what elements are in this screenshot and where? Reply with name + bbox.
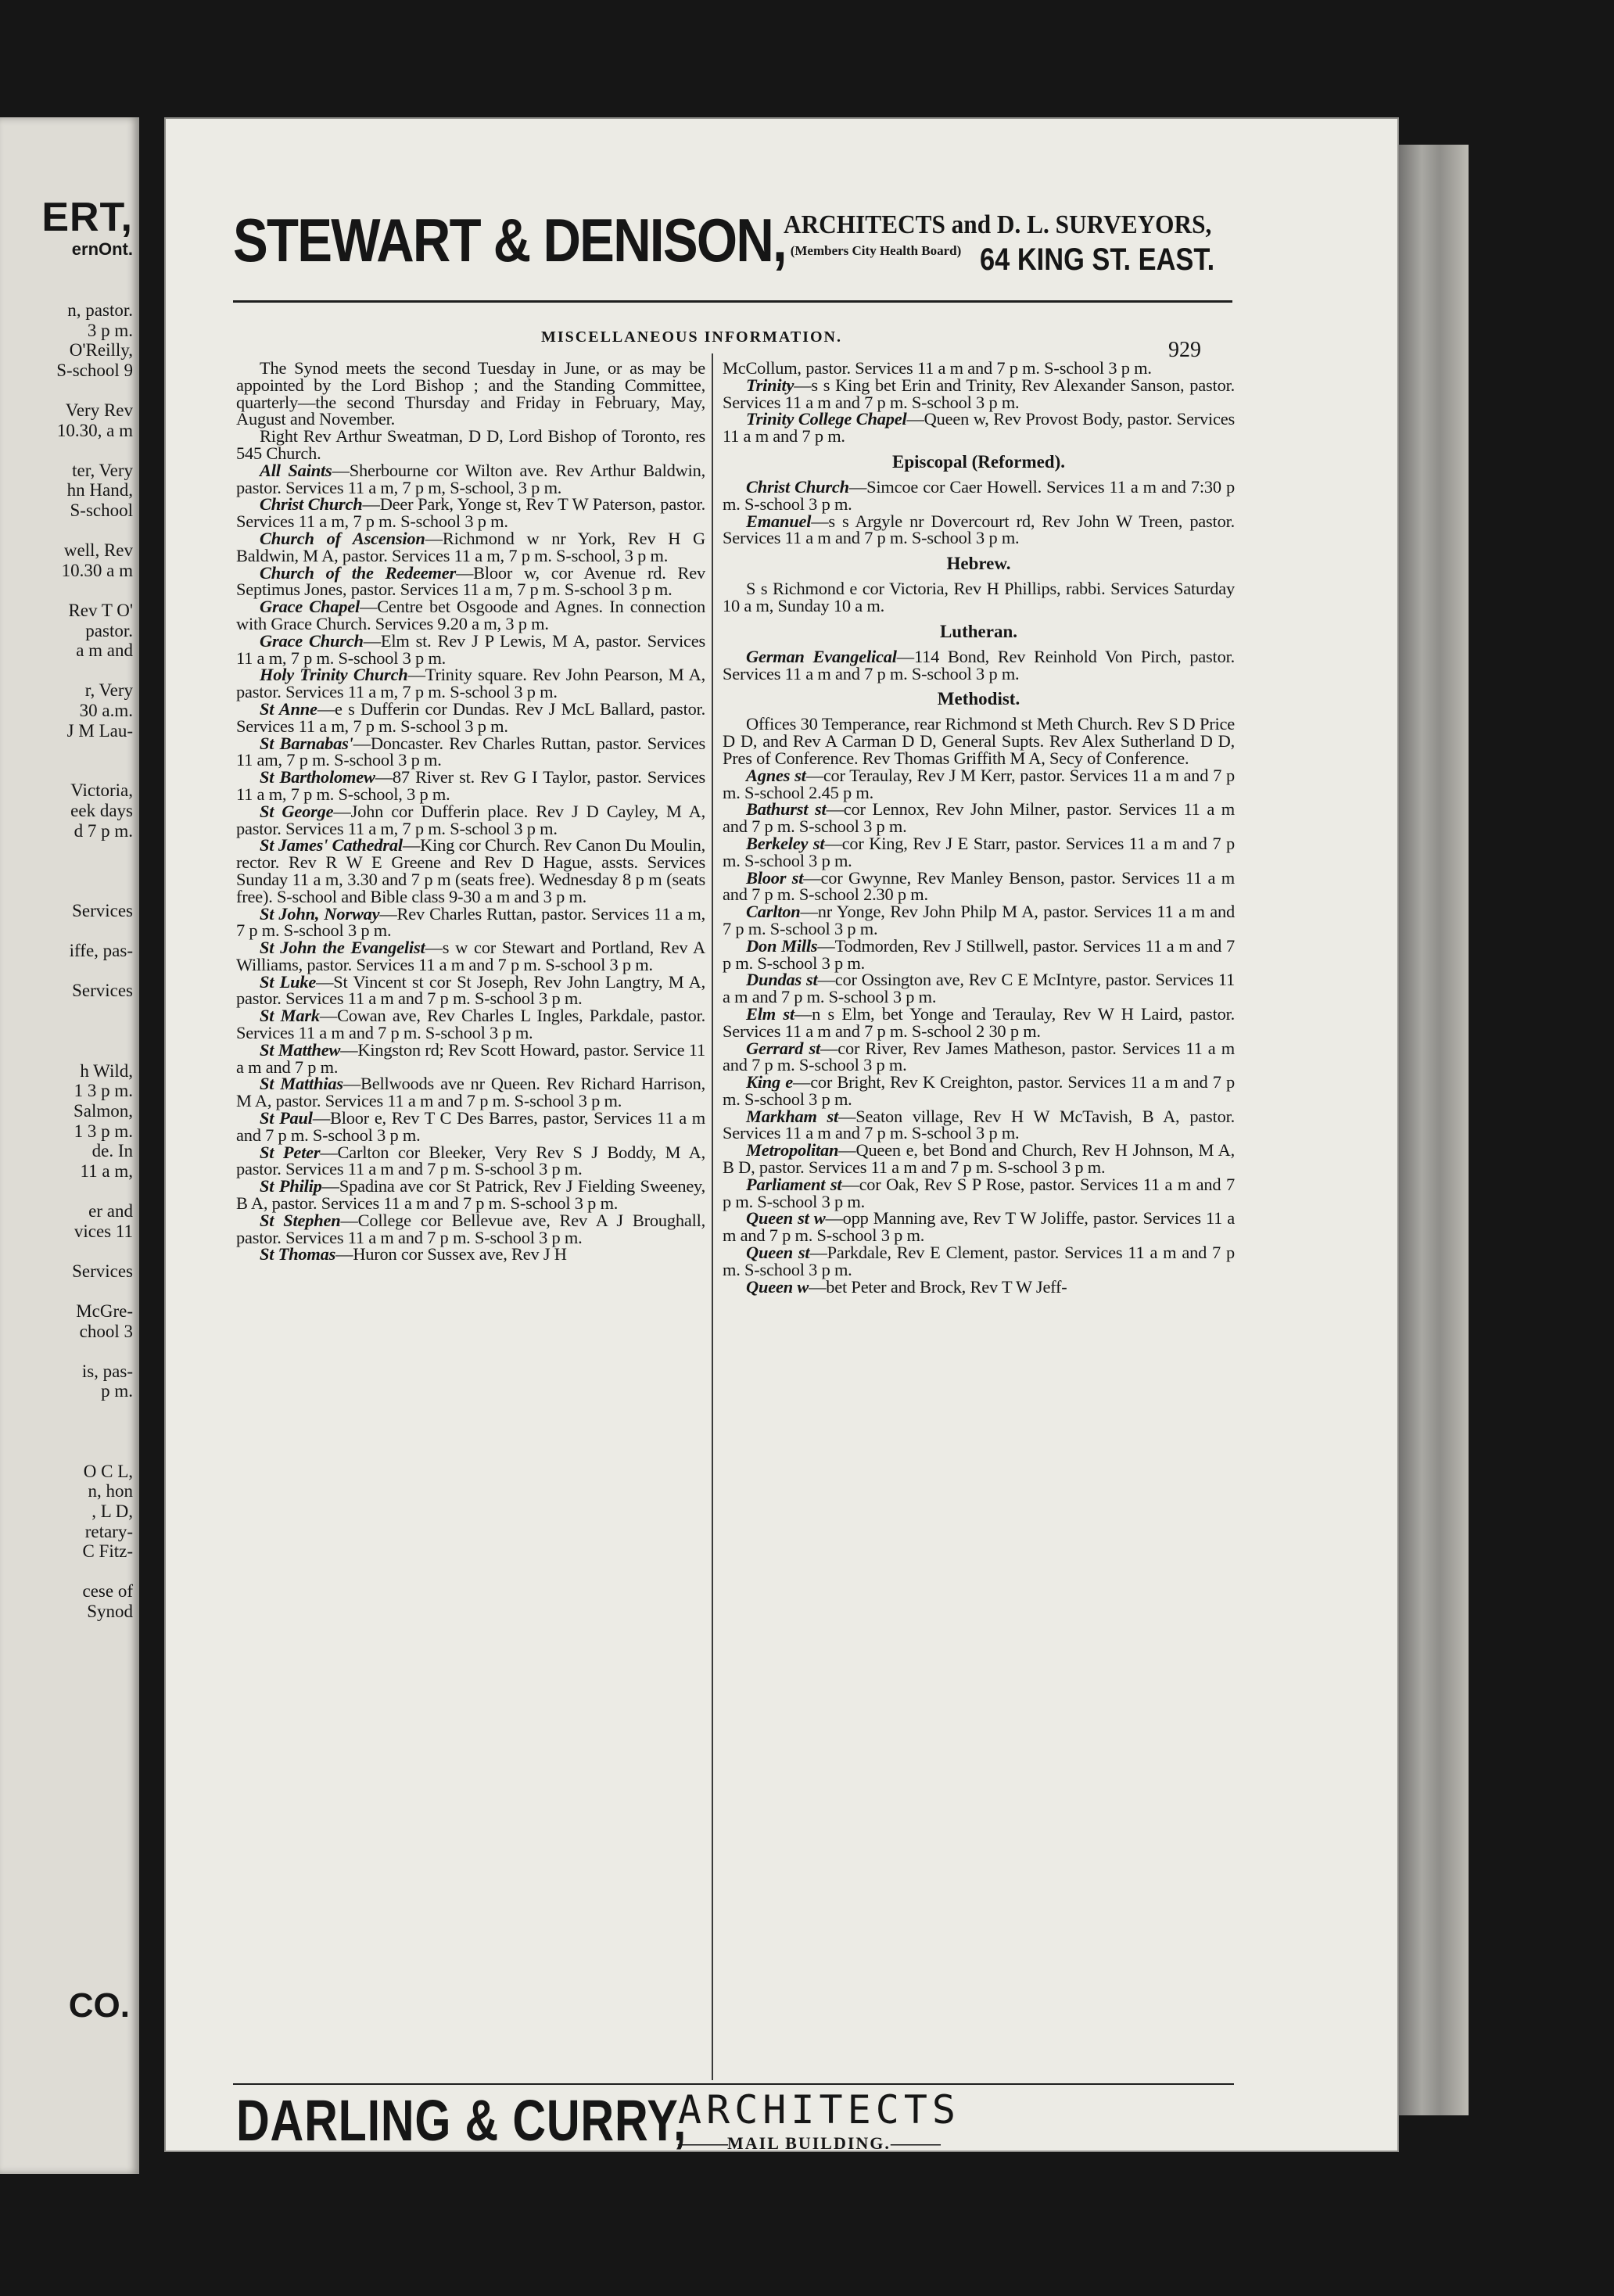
church-name: St Stephen	[260, 1210, 341, 1230]
directory-entry	[723, 411, 1235, 445]
church-name: Dundas st	[746, 970, 818, 990]
directory-entry	[723, 360, 1235, 377]
church-name: Grace Church	[260, 630, 364, 651]
directory-entry	[236, 530, 705, 565]
church-name: Christ Church	[746, 476, 849, 497]
entry-details: —Centre bet Osgoode and Agnes. In connection with Grace Church. Services 9.20 a m, 3 p m.	[236, 597, 705, 633]
facing-page-line: S-school	[70, 500, 133, 520]
directory-entry	[236, 1212, 705, 1247]
entry-details: —Richmond w nr York, Rev H G Baldwin, M A, pastor. Services 11 a m, 7 p m. S-school, 3 p m.	[236, 528, 706, 565]
entry-details: —College cor Bellevue ave, Rev A J Broughall, pastor. Services 11 a m and 7 p m. S-school 3 p m.	[236, 1210, 706, 1247]
church-name: Grace Chapel	[260, 597, 360, 617]
church-name: Church of the Redeemer	[260, 562, 456, 583]
facing-page-fragment	[0, 117, 139, 2174]
directory-entry	[723, 1176, 1235, 1211]
entry-details: —n s Elm, bet Yonge and Teraulay, Rev W H Laird, pastor. Services 11 a m and 7 p m. S-school 2 30 p m.	[723, 1003, 1235, 1041]
facing-page-line: 10.30 a m	[61, 560, 133, 580]
directory-entry	[723, 377, 1235, 411]
entry-details: —Kingston rd; Rev Scott Howard, pastor. Service 11 a m and 7 p m.	[236, 1039, 705, 1077]
entry-details: —cor Lennox, Rev John Milner, pastor. Services 11 a m and 7 p m. S-school 3 p m.	[723, 799, 1235, 837]
directory-entry	[723, 935, 1235, 973]
left-column	[236, 360, 705, 1263]
decorative-dash: ———	[678, 2133, 727, 2153]
directory-entry	[723, 867, 1235, 905]
entry-details: McCollum, pastor. Services 11 a m and 7 p m. S-school 3 p m.	[723, 358, 1152, 378]
church-name: Queen w	[746, 1276, 809, 1297]
church-name: Queen st w	[746, 1208, 826, 1229]
church-name: Don Mills	[746, 935, 818, 956]
church-name: St James' Cathedral	[260, 835, 403, 856]
directory-entry	[723, 476, 1236, 514]
directory-entry	[236, 630, 705, 668]
entry-details: —s w cor Stewart and Portland, Rev A Williams, pastor. Services 11 a m and 7 p m. S-school 3 p m.	[236, 938, 706, 974]
facing-page-line: retary-	[84, 1521, 133, 1541]
directory-entry	[236, 1144, 705, 1178]
facing-page-line: 10.30, a m	[56, 420, 133, 440]
directory-entry	[236, 428, 705, 462]
church-name: Metropolitan	[746, 1140, 839, 1161]
entry-details: —s s Argyle nr Dovercourt rd, Rev John W Treen, pastor. Services 11 a m and 7 p m. S-school 3 p m.	[723, 511, 1235, 548]
facing-page-line: 1 3 p m.	[74, 1121, 133, 1141]
advertiser-profession: ARCHITECTS	[678, 2087, 961, 2133]
entry-details: —Seaton village, Rev H W McTavish, B A, pastor. Services 11 a m and 7 p m. S-school 3 p m.	[723, 1106, 1235, 1143]
entry-details: —Bloor w, cor Avenue rd. Rev Septimus Jones, pastor. Services 11 a m, 7 p m. S-school 3 p m.	[236, 562, 705, 600]
directory-entry	[723, 513, 1235, 547]
decorative-dash: ———	[890, 2133, 940, 2153]
top-advertisement	[233, 205, 1406, 295]
church-name: King e	[746, 1072, 793, 1092]
church-name: Emanuel	[746, 511, 812, 531]
entry-details: —nr Yonge, Rev John Philp M A, pastor. Services 11 a m and 7 p m. S-school 3 p m.	[723, 902, 1235, 938]
directory-entry	[236, 1075, 705, 1110]
advertiser-building: MAIL BUILDING.	[727, 2133, 891, 2153]
directory-entry	[236, 698, 705, 736]
church-name: Carlton	[746, 902, 801, 922]
church-name: St Philip	[260, 1176, 322, 1196]
directory-entry	[723, 580, 1235, 615]
church-name: Markham st	[746, 1106, 839, 1126]
directory-entry	[236, 971, 705, 1009]
directory-entry	[723, 1244, 1235, 1279]
section-heading: Methodist.	[937, 689, 1020, 709]
directory-entry	[236, 598, 705, 633]
facing-page-line: Synod	[87, 1602, 133, 1621]
entry-details: —bet Peter and Brock, Rev T W Jeff-	[809, 1276, 1067, 1297]
directory-entry	[236, 1246, 705, 1263]
facing-page-line: vices 11	[74, 1221, 133, 1241]
facing-page-line: iffe, pas-	[69, 941, 133, 961]
directory-entry	[723, 1074, 1235, 1108]
advertiser-name: STEWART & DENISON,	[233, 206, 786, 274]
church-name: St Barnabas'	[260, 733, 353, 753]
directory-entry	[236, 462, 705, 497]
facing-page-line: C Fitz-	[82, 1541, 133, 1562]
directory-entry	[723, 648, 1235, 683]
church-name: Holy Trinity Church	[260, 665, 408, 685]
entry-details: —cor Gwynne, Rev Manley Benson, pastor. Services 11 a m and 7 p m. S-school 2.30 p m.	[723, 867, 1235, 905]
church-name: St John, Norway	[260, 903, 380, 924]
bottom-advertisement	[236, 2087, 1253, 2164]
directory-entry	[723, 1276, 1235, 1297]
entry-details: —e s Dufferin cor Dundas. Rev J McL Ballard, pastor. Services 11 a m, 7 p m. S-school 3 p m.	[236, 698, 705, 736]
entry-details: —Huron cor Sussex ave, Rev J H	[335, 1244, 567, 1265]
entry-details: —King cor Church. Rev Canon Du Moulin, rector. Rev R W E Greene and Rev D Hague, assts. Services Sunday 11 a m, 3.30 and 7 p m (seats free). Wednesday 8 p m (seats free). S-school and Bible class 9-30 a m and 3 p m.	[236, 835, 705, 906]
facing-page-line: Services	[72, 901, 133, 920]
directory-entry	[723, 801, 1235, 835]
directory-entry	[236, 562, 705, 600]
entry-details: —87 River st. Rev G I Taylor, pastor. Services 11 a m, 7 p m. S-school, 3 p m.	[236, 767, 705, 804]
facing-header-line: ernOnt.	[71, 239, 133, 259]
entry-details: —Deer Park, Yonge st, Rev T W Paterson, pastor. Services 11 a m, 7 p m. S-school 3 p m.	[236, 494, 705, 532]
directory-entry	[723, 903, 1235, 938]
entry-details: —cor King, Rev J E Starr, pastor. Services 11 a m and 7 p m. S-school 3 p m.	[723, 833, 1235, 870]
church-name: St Paul	[260, 1108, 313, 1128]
entry-details: —Spadina ave cor St Patrick, Rev J Fielding Sweeney, B A, pastor. Services 11 a m and 7 p m. S-school 3 p m.	[236, 1176, 705, 1214]
church-name: St Thomas	[260, 1244, 336, 1265]
facing-page-line: J M Lau-	[66, 720, 133, 741]
facing-page-line: , L D,	[91, 1501, 133, 1521]
column-divider	[712, 353, 713, 2080]
facing-page-line: chool 3	[79, 1321, 133, 1341]
facing-page-line: Services	[72, 981, 133, 1001]
facing-page-line: 3 p m.	[87, 320, 133, 340]
directory-entry	[236, 903, 705, 941]
entry-details: —Sherbourne cor Wilton ave. Rev Arthur Baldwin, pastor. Services 11 a m, 7 p m, S-school, 3 p m.	[236, 460, 706, 497]
facing-page-line: h Wild,	[80, 1060, 133, 1081]
entry-details: —opp Manning ave, Rev T W Joliffe, pastor. Services 11 a m and 7 p m. S-school 3 p m.	[723, 1208, 1235, 1246]
entry-details: —Parkdale, Rev E Clement, pastor. Services 11 a m and 7 p m. S-school 3 p m.	[723, 1243, 1235, 1279]
entry-details: Right Rev Arthur Sweatman, D D, Lord Bishop of Toronto, res 545 Church.	[236, 426, 705, 463]
facing-page-line: 30 a.m.	[79, 701, 133, 720]
church-name: German Evangelical	[746, 646, 897, 666]
directory-entry	[236, 360, 705, 428]
church-name: St Matthias	[260, 1074, 343, 1094]
facing-page-line: is, pas-	[81, 1361, 133, 1381]
church-name: St Luke	[260, 971, 317, 992]
directory-entry	[236, 837, 705, 905]
directory-entry	[723, 1210, 1235, 1244]
header-rule	[233, 300, 1232, 303]
facing-page-line: n, pastor.	[67, 300, 133, 320]
entry-details: —cor Teraulay, Rev J M Kerr, pastor. Services 11 a m and 7 p m. S-school 2.45 p m.	[723, 765, 1235, 802]
church-name: Christ Church	[260, 494, 363, 515]
entry-details: —cor Oak, Rev S P Rose, pastor. Services 11 a m and 7 p m. S-school 3 p m.	[723, 1174, 1235, 1211]
section-heading: Episcopal (Reformed).	[891, 451, 1066, 472]
church-name: Church of Ascension	[260, 528, 425, 548]
directory-entry	[723, 1142, 1235, 1176]
page-number: 929	[1168, 338, 1201, 362]
facing-page-line: er and	[88, 1201, 133, 1221]
facing-page-line: Rev T O'	[68, 601, 133, 620]
section-heading: Lutheran.	[939, 621, 1018, 641]
advertiser-name: DARLING & CURRY,	[236, 2088, 687, 2153]
directory-entry	[723, 1003, 1235, 1041]
church-name: St George	[260, 801, 334, 821]
entry-details: —cor Ossington ave, Rev C E McIntyre, pastor. Services 11 a m and 7 p m. S-school 3 p m.	[723, 970, 1235, 1007]
entry-details: S s Richmond e cor Victoria, Rev H Phillips, rabbi. Services Saturday 10 a m, Sunday 10 a m.	[723, 579, 1235, 615]
directory-entry	[236, 1007, 705, 1042]
entry-details: —Simcoe cor Caer Howell. Services 11 a m and 7:30 p m. S-school 3 p m.	[723, 476, 1236, 514]
facing-page-line: pastor.	[85, 620, 133, 640]
directory-entry	[236, 1110, 705, 1144]
section-heading: Hebrew.	[946, 554, 1011, 574]
entry-details: —Bloor e, Rev T C Des Barres, pastor, Services 11 a m and 7 p m. S-school 3 p m.	[236, 1108, 705, 1145]
entry-details: Offices 30 Temperance, rear Richmond st Meth Church. Rev S D Price D D, and Rev A Carman D D, General Supts. Rev Alex Sutherland D D, Pres of Conference. Rev Thomas Griffith M A, Secy of Conference.	[723, 714, 1235, 768]
facing-page-line: r, Very	[84, 680, 133, 701]
church-name: Bathurst st	[746, 799, 827, 820]
directory-entry	[723, 971, 1235, 1006]
facing-page-line: hn Hand,	[66, 480, 133, 500]
directory-entry	[723, 1108, 1235, 1143]
facing-page-line: de. In	[91, 1141, 133, 1161]
facing-page-footer: CO.	[68, 1986, 130, 2025]
advertiser-profession: ARCHITECTS and D. L. SURVEYORS,	[784, 210, 1212, 239]
running-head: MISCELLANEOUS INFORMATION.	[541, 328, 842, 346]
entry-details: —Elm st. Rev J P Lewis, M A, pastor. Services 11 a m, 7 p m. S-school 3 p m.	[236, 630, 705, 668]
entry-details: —Trinity square. Rev John Pearson, M A, pastor. Services 11 a m, 7 p m. S-school 3 p m.	[236, 665, 705, 702]
entry-details: —cor Bright, Rev K Creighton, pastor. Services 11 a m and 7 p m. S-school 3 p m.	[723, 1072, 1235, 1109]
directory-entry	[723, 1040, 1235, 1074]
facing-page-line: d 7 p m.	[74, 820, 133, 841]
church-name: Queen st	[746, 1243, 810, 1263]
church-name: St Anne	[260, 698, 317, 719]
facing-page-line: well, Rev	[63, 540, 133, 561]
directory-entry	[236, 1178, 705, 1212]
footer-rule	[233, 2083, 1234, 2085]
facing-page-line: Salmon,	[73, 1101, 133, 1121]
facing-page-line: 11 a m,	[80, 1161, 133, 1181]
facing-page-line: eek days	[70, 801, 133, 820]
church-name: Agnes st	[746, 765, 806, 785]
facing-page-line: p m.	[101, 1381, 133, 1401]
entry-details: —Cowan ave, Rev Charles L Ingles, Parkdale, pastor. Services 11 a m and 7 p m. S-school 3 p m.	[236, 1006, 705, 1043]
entry-details: —Doncaster. Rev Charles Ruttan, pastor. Services 11 am, 7 p m. S-school 3 p m.	[236, 733, 705, 770]
entry-details: —Bellwoods ave nr Queen. Rev Richard Harrison, M A, pastor. Services 11 a m and 7 p m. S-school 3 p m.	[236, 1074, 705, 1111]
church-name: St Matthew	[260, 1039, 341, 1060]
facing-page-line: 1 3 p m.	[74, 1081, 133, 1101]
church-name: Parliament st	[746, 1174, 842, 1194]
facing-page-line: O C L,	[83, 1461, 133, 1481]
directory-entry	[236, 769, 705, 803]
facing-page-line: a m and	[76, 640, 133, 661]
directory-entry	[723, 835, 1235, 870]
entry-details: —John cor Dufferin place. Rev J D Cayley, M A, pastor. Services 11 a m, 7 p m. S-school 3 p m.	[236, 801, 705, 838]
church-name: St Mark	[260, 1006, 320, 1026]
advertiser-address	[678, 2133, 940, 2154]
entry-details: The Synod meets the second Tuesday in June, or as may be appointed by the Lord Bishop ; and the Standing Committee, quarterly—the second Thursday and Friday in February, May, August and November.	[236, 358, 705, 429]
facing-header-line: ERT,	[41, 195, 133, 240]
entry-details: —s s King bet Erin and Trinity, Rev Alexander Sanson, pastor. Services 11 a m and 7 p m. S-school 3 p m.	[723, 375, 1235, 412]
directory-entry	[236, 803, 705, 838]
directory-page	[166, 119, 1397, 2151]
facing-page-line: n, hon	[88, 1481, 133, 1501]
church-name: Trinity	[746, 375, 794, 395]
church-name: Berkeley st	[746, 833, 825, 853]
entry-details: —Queen w, Rev Provost Body, pastor. Services 11 a m and 7 p m.	[723, 409, 1235, 447]
directory-entry	[236, 939, 705, 974]
facing-page-line: ter, Very	[72, 460, 133, 480]
advertiser-note: (Members City Health Board)	[790, 243, 962, 258]
page-edge-stack	[1397, 145, 1469, 2115]
directory-entry	[236, 496, 705, 530]
facing-page-line: Victoria,	[70, 780, 133, 801]
directory-entry	[236, 666, 705, 701]
church-name: St Bartholomew	[260, 767, 375, 787]
facing-page-line: Very Rev	[65, 400, 133, 420]
entry-details: —St Vincent st cor St Joseph, Rev John Langtry, M A, pastor. Services 11 a m and 7 p m. S-school 3 p m.	[236, 971, 705, 1009]
entry-details: —Todmorden, Rev J Stillwell, pastor. Services 11 a m and 7 p m. S-school 3 p m.	[723, 935, 1235, 973]
directory-entry	[723, 716, 1235, 766]
entry-details: —cor River, Rev James Matheson, pastor. Services 11 a m and 7 p m. S-school 3 p m.	[723, 1038, 1236, 1075]
church-name: Elm st	[746, 1003, 794, 1024]
entry-details: —Queen e, bet Bond and Church, Rev H Johnson, M A, B D, pastor. Services 11 a m and 7 p m. S-school 3 p m.	[723, 1140, 1235, 1178]
facing-page-line: O'Reilly,	[69, 340, 133, 361]
church-name: St Peter	[260, 1142, 321, 1162]
church-name: All Saints	[260, 460, 332, 480]
directory-entry	[236, 1039, 705, 1077]
entry-details: —Rev Charles Ruttan, pastor. Services 11 a m, 7 p m. S-school 3 p m.	[236, 903, 705, 941]
church-name: Bloor st	[746, 867, 804, 888]
facing-page-line: McGre-	[76, 1301, 133, 1321]
facing-page-line: S-school 9	[56, 360, 133, 380]
church-name: Gerrard st	[746, 1038, 821, 1058]
church-name: St John the Evangelist	[260, 938, 425, 958]
facing-page-header	[0, 196, 133, 260]
right-column	[723, 360, 1235, 1295]
church-name: Trinity College Chapel	[746, 409, 907, 429]
entry-details: —114 Bond, Rev Reinhold Von Pirch, pastor. Services 11 a m and 7 p m. S-school 3 p m.	[723, 646, 1235, 683]
directory-entry	[723, 767, 1235, 802]
directory-entry	[236, 735, 705, 770]
facing-page-line: cese of	[82, 1581, 133, 1602]
advertiser-address: 64 KING ST. EAST.	[980, 242, 1215, 277]
facing-page-line: Services	[72, 1261, 133, 1281]
entry-details: —Carlton cor Bleeker, Very Rev S J Boddy, M A, pastor. Services 11 a m and 7 p m. S-school 3 p m.	[236, 1142, 705, 1179]
